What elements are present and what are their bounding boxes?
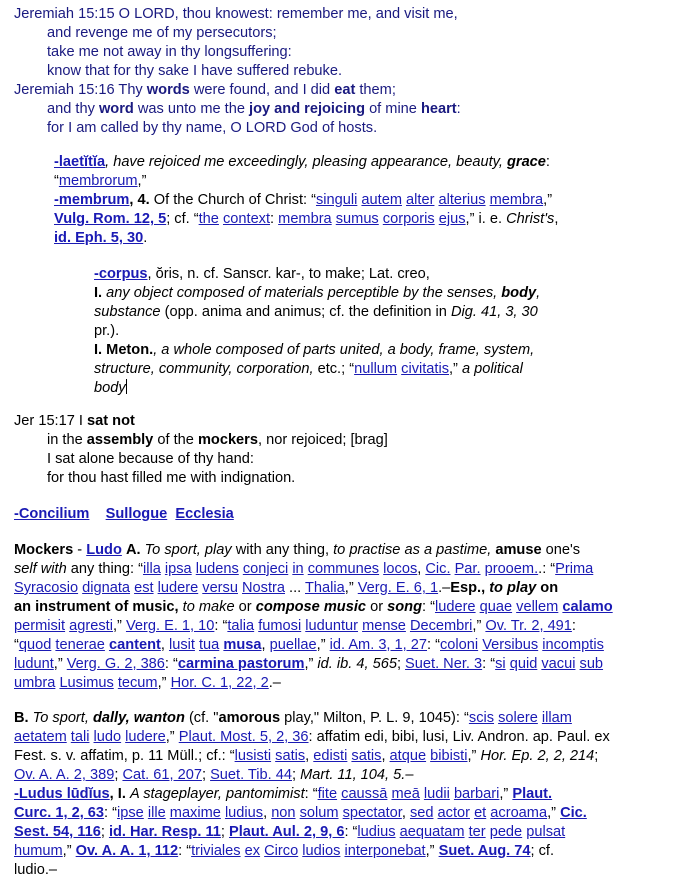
word-link[interactable]: si [495, 656, 506, 672]
word-link[interactable]: ludios [302, 843, 341, 859]
citation-link[interactable]: Verg. E. 6, 1 [357, 580, 439, 596]
word-link[interactable]: versu [202, 580, 238, 596]
word-link[interactable]: satis [351, 748, 382, 764]
verse-text: O LORD, thou knowest: remember me, and visit me, [118, 6, 458, 22]
punct: ,” [543, 192, 553, 208]
word-link[interactable]: dignata [82, 580, 131, 596]
definition: substance [94, 304, 161, 320]
word-link[interactable]: membra [489, 192, 544, 208]
verse-text: of mine [369, 101, 417, 117]
word-link[interactable]: barbari [453, 786, 500, 802]
entry-line: Curc. 1, 2, 63: “ipse ille maxime ludius, non solum spectator, sed actor et acroama,” Cic. [14, 805, 587, 821]
entry-line: ludio.– [14, 862, 58, 878]
definition: self with [14, 561, 67, 577]
word-link[interactable]: mense [362, 618, 406, 634]
sense-number: B. [14, 710, 29, 726]
entry-line: Vulg. Rom. 12, 5; cf. “the context: membra sumus corporis ejus,” i. e. Christ's, [54, 211, 559, 227]
entry-ludo [14, 541, 664, 693]
entry-line [14, 541, 664, 560]
citation: Hor. Ep. 2, 2, 214 [480, 748, 595, 764]
verse-line [14, 5, 461, 24]
text-cursor [126, 379, 127, 394]
word-link[interactable]: musa [223, 637, 262, 653]
word-link[interactable]: communes [307, 561, 380, 577]
definition: play," Milton, P. L. 9, 1045): “ [284, 710, 469, 726]
entry-title: Mockers [14, 542, 74, 558]
sense-number: I. [94, 285, 103, 301]
word-link[interactable]: ludii [423, 786, 450, 802]
word-link[interactable]: tali [70, 729, 90, 745]
word-link[interactable]: luduntur [305, 618, 359, 634]
citation-link[interactable]: Suet. Tib. 44 [210, 767, 293, 783]
word-link[interactable]: bibisti [430, 748, 468, 764]
sense-number: , I. [109, 786, 126, 802]
citation-link[interactable]: Cic. [425, 561, 451, 577]
sullogue-link[interactable]: Sullogue [105, 506, 168, 522]
entry-line: Ov. A. A. 2, 389; Cat. 61, 207; Suet. Tib. 44; Mart. 11, 104, 5.– [14, 767, 414, 783]
word-link[interactable]: non [271, 805, 296, 821]
related-links [14, 505, 234, 524]
verse-ref: Jeremiah 15:16 [14, 82, 115, 98]
entry-line: umbra Lusimus tecum,” Hor. C. 1, 22, 2.– [14, 675, 281, 691]
entry-line: aetatem tali ludo ludere,” Plaut. Most. 5, 2, 36: affatim edi, bibi, lusi, Liv. Andron. ap. Paul. ex [14, 729, 610, 745]
word-link[interactable]: Prima [555, 561, 594, 577]
definition: any thing: “ [70, 561, 143, 577]
citation-link[interactable]: Cat. 61, 207 [122, 767, 202, 783]
word-link[interactable]: satis [275, 748, 306, 764]
keyword: eat [334, 82, 356, 98]
entry-line [54, 172, 624, 191]
entry-line: Sest. 54, 116; id. Har. Resp. 11; Plaut. Aul. 2, 9, 6: “ludius aequatam ter pede pulsat [14, 824, 566, 840]
word-link[interactable]: alter [406, 192, 435, 208]
definition-bold: to play [489, 580, 537, 596]
word-link[interactable]: ejus [438, 211, 466, 227]
definition: with any thing, [235, 542, 330, 558]
citation-link[interactable]: id. Am. 3, 1, 27 [329, 637, 428, 653]
entry-line [94, 379, 604, 398]
definition: any object composed of materials perceptible by the senses, [106, 285, 498, 301]
word-link[interactable]: calamo [562, 599, 613, 615]
verse-ref: Jeremiah 15:15 [14, 6, 115, 22]
definition: To sport, [32, 710, 89, 726]
verse-line: take me not away in thy longsuffering: [47, 44, 292, 60]
citation-link[interactable]: Cic. [560, 805, 587, 821]
word-link[interactable]: quod [18, 637, 52, 653]
entry-membrum [54, 191, 624, 210]
word-link[interactable]: aequatam [399, 824, 465, 840]
verse-line [14, 81, 461, 100]
entry-line: Syracosio dignata est ludere versu Nostra ... Thalia,” Verg. E. 6, 1.–Esp., to play on [14, 580, 559, 596]
verse-text: and thy [47, 101, 95, 117]
word-link[interactable]: talia [227, 618, 255, 634]
word-link[interactable]: interponebat [344, 843, 426, 859]
definition: ; cf. [530, 843, 555, 859]
definition: etc.; “ [317, 361, 355, 377]
word-link[interactable]: ex [244, 843, 261, 859]
word-link[interactable]: illam [541, 710, 572, 726]
word-link[interactable]: ille [147, 805, 166, 821]
punct: ,” [137, 173, 147, 189]
verse-line [14, 412, 388, 431]
definition: Of the Church of Christ: “ [153, 192, 316, 208]
headword-link[interactable]: Ludo [86, 542, 122, 558]
punct: : [545, 154, 550, 170]
punct: . [143, 230, 148, 246]
word-link[interactable]: context [222, 211, 271, 227]
word-link[interactable]: acroama [490, 805, 548, 821]
word-link[interactable]: ludius [357, 824, 396, 840]
concilium-link[interactable]: -Concilium [14, 506, 90, 522]
definition: or [370, 599, 384, 615]
lexicon-entries [54, 153, 624, 248]
citation-link[interactable]: Sest. 54, 116 [14, 824, 101, 840]
word-link[interactable]: caussā [341, 786, 388, 802]
entry-line: Fest. s. v. affatim, p. 11 Müll.; cf.: “lusisti satis, edisti satis, atque bibisti,” Hor. Ep. 2, 2, 214; [14, 748, 599, 764]
definition: (cf. " [188, 710, 219, 726]
keyword: sat not [87, 413, 135, 429]
verse-text: Thy [118, 82, 143, 98]
definition-bold: amorous [218, 710, 281, 726]
definition: body [94, 380, 126, 396]
word-link[interactable]: conjeci [242, 561, 289, 577]
word-link[interactable]: lusisti [234, 748, 272, 764]
word-link[interactable]: alterius [438, 192, 486, 208]
keyword: heart [420, 101, 457, 117]
word-link[interactable]: pede [489, 824, 523, 840]
entry-line [94, 341, 604, 360]
word-link[interactable]: sed [409, 805, 434, 821]
definition-bold: grace [506, 154, 546, 170]
word-link[interactable]: umbra [14, 675, 56, 691]
verse-ref: Jer 15:17 I [14, 413, 83, 429]
word-link[interactable]: humum [14, 843, 63, 859]
definition-bold: an instrument of music, [14, 599, 179, 615]
punct: ,” i. e. [465, 211, 503, 227]
citation-link[interactable]: Suet. Aug. 74 [438, 843, 531, 859]
word-link[interactable]: tenerae [55, 637, 105, 653]
verse-line [14, 100, 461, 119]
citation-link[interactable]: id. Har. Resp. 11 [108, 824, 221, 840]
keyword: mockers [197, 432, 258, 448]
word-link[interactable]: permisit [14, 618, 66, 634]
word-link[interactable]: Circo [264, 843, 299, 859]
headword-link[interactable]: -laetĭtĭa [54, 154, 106, 170]
word-link[interactable]: the [198, 211, 219, 227]
definition: Fest. s. v. affatim, p. 11 Müll.; cf.: “ [14, 748, 235, 764]
verse-text: in the [47, 432, 83, 448]
citation-link[interactable]: Verg. E. 1, 10 [125, 618, 215, 634]
sense-number: , 4. [129, 192, 150, 208]
citation-link[interactable]: Verg. G. 2, 386 [66, 656, 165, 672]
verse-text: : [456, 101, 461, 117]
scripture-jer-15-17 [14, 412, 388, 488]
links-line [14, 505, 234, 524]
word-link[interactable]: solum [299, 805, 339, 821]
word-link[interactable]: corporis [382, 211, 435, 227]
word-link[interactable]: actor [437, 805, 470, 821]
entry-line [94, 360, 604, 379]
word-link[interactable]: Decembri [409, 618, 473, 634]
entry-line: self with any thing: “illa ipsa ludens conjeci in communes locos, Cic. Par. prooem..: “Prima [14, 561, 594, 577]
definition: To sport, play [144, 542, 232, 558]
entry-line [54, 229, 624, 248]
word-link[interactable]: aetatem [14, 729, 67, 745]
citation-link[interactable]: Vulg. Rom. 12, 5 [54, 211, 167, 227]
word-link[interactable]: ipse [117, 805, 144, 821]
word-link[interactable]: carmina pastorum [177, 656, 305, 672]
sense-number: A. [125, 542, 141, 558]
punct: ; cf. “ [166, 211, 199, 227]
word-link[interactable]: tecum [117, 675, 158, 691]
definition: , a whole composed of parts united, a body, frame, system, [153, 342, 535, 358]
italic-text: Christ's [506, 211, 555, 227]
word-link[interactable]: ipsa [164, 561, 192, 577]
word-link[interactable]: ludere [125, 729, 166, 745]
word-link[interactable]: membra [278, 211, 332, 227]
punct: “ [54, 173, 59, 189]
citation-link[interactable]: Plaut. Most. 5, 2, 36 [178, 729, 309, 745]
verse-line [14, 431, 388, 450]
verse-line: for thou hast filled me with indignation. [47, 470, 296, 486]
entry-line: humum,” Ov. A. A. 1, 112: “triviales ex Circo ludios interponebat,” Suet. Aug. 74; cf. [14, 843, 555, 859]
word-link[interactable]: fite [317, 786, 338, 802]
citation: id. ib. 4, 565 [317, 656, 397, 672]
definition: , have rejoiced me exceedingly, pleasing appearance, beauty, [105, 154, 503, 170]
citation-link[interactable]: id. Eph. 5, 30 [54, 230, 144, 246]
verse-line: know that for thy sake I have suffered rebuke. [47, 63, 343, 79]
definition: or [238, 599, 252, 615]
word-link[interactable]: agresti [69, 618, 113, 634]
scripture-block [14, 5, 461, 138]
word-link[interactable]: ludere [434, 599, 476, 615]
word-link[interactable]: autem [361, 192, 402, 208]
definition-bold: on [540, 580, 559, 596]
definition: one's [545, 542, 581, 558]
word-link[interactable]: illa [142, 561, 161, 577]
word-link[interactable]: Thalia [305, 580, 345, 596]
word-link[interactable]: cantent [108, 637, 161, 653]
word-link[interactable]: edisti [313, 748, 348, 764]
headword-link[interactable]: -corpus [94, 266, 148, 282]
entry-line [94, 303, 604, 322]
etymology: , ŏris, n. cf. Sanscr. kar-, to make; Lat. creo, [147, 266, 430, 282]
verse-text: were found, and I did [193, 82, 331, 98]
definition: to practise as a pastime, [333, 542, 492, 558]
word-link[interactable]: nullum [354, 361, 398, 377]
word-link[interactable]: singuli [315, 192, 358, 208]
word-link[interactable]: ludunt [14, 656, 54, 672]
entry-line: permisit agresti,” Verg. E. 1, 10: “talia fumosi luduntur mense Decembri,” Ov. Tr. 2, 491: [14, 618, 576, 634]
ecclesia-link[interactable]: Ecclesia [175, 506, 234, 522]
definition-bold: Esp., [450, 580, 486, 596]
word-link[interactable]: est [134, 580, 154, 596]
citation-link[interactable]: Par. [454, 561, 481, 577]
verse-line: and revenge me of my persecutors; [47, 25, 277, 41]
word-link[interactable]: triviales [191, 843, 241, 859]
headword-link[interactable]: -Ludus lūdĭus [14, 786, 110, 802]
entry-line: an instrument of music, to make or compose music or song: “ludere quae vellem calamo [14, 599, 613, 615]
word-link[interactable]: et [474, 805, 487, 821]
word-link[interactable]: spectator [342, 805, 402, 821]
citation-link[interactable]: Ov. Tr. 2, 491 [485, 618, 572, 634]
verse-text: them; [359, 82, 396, 98]
word-link[interactable]: in [292, 561, 304, 577]
entry-line: ludunt,” Verg. G. 2, 386: “carmina pastorum,” id. ib. 4, 565; Suet. Ner. 3: “si quid vacui sub [14, 656, 604, 672]
word-link[interactable]: vellem [516, 599, 559, 615]
definition-bold: amuse [495, 542, 542, 558]
entry-line: “quod tenerae cantent, lusit tua musa, puellae,” id. Am. 3, 1, 27: “coloni Versibus incomptis [14, 637, 604, 653]
word-link[interactable]: Nostra [242, 580, 285, 596]
verse-text: of the [157, 432, 194, 448]
word-link[interactable]: quae [479, 599, 513, 615]
keyword: assembly [86, 432, 154, 448]
punct: , [536, 285, 541, 301]
entry-line: -Ludus lūdĭus, I. A stageplayer, pantomimist: “fite caussā meā ludii barbari,” Plaut. [14, 786, 553, 802]
word-link[interactable]: pulsat [526, 824, 566, 840]
definition: (opp. anima and animus; cf. the definition in [164, 304, 447, 320]
verse-text: , nor rejoiced; [brag] [257, 432, 388, 448]
punct: , [554, 211, 559, 227]
definition-bold: body [501, 285, 537, 301]
word-link[interactable]: membrorum [58, 173, 138, 189]
word-link[interactable]: ludo [93, 729, 122, 745]
citation-link[interactable]: Plaut. Aul. 2, 9, 6 [229, 824, 345, 840]
definition-bold: song [387, 599, 422, 615]
word-link[interactable]: lusit [168, 637, 195, 653]
punct: - [73, 542, 87, 558]
word-link[interactable]: coloni [440, 637, 479, 653]
sense-number: I. Meton. [94, 342, 154, 358]
citation-link[interactable]: prooem. [484, 561, 539, 577]
word-link[interactable]: sumus [335, 211, 379, 227]
word-link[interactable]: vacui [541, 656, 576, 672]
entry-laetitia [54, 153, 624, 172]
verse-line: I sat alone because of thy hand: [47, 451, 254, 467]
citation: Mart. 11, 104, 5. [300, 767, 406, 783]
word-link[interactable]: tua [199, 637, 220, 653]
entry-ludus [14, 709, 664, 880]
citation-link[interactable]: Ov. A. A. 2, 389 [14, 767, 115, 783]
citation: Dig. 41, 3, 30 [450, 304, 538, 320]
word-link[interactable]: scis [468, 710, 495, 726]
word-link[interactable]: incomptis [542, 637, 604, 653]
word-link[interactable]: civitatis [401, 361, 449, 377]
definition: structure, community, corporation, [94, 361, 314, 377]
entry-line [14, 709, 664, 728]
word-link[interactable]: ludere [157, 580, 199, 596]
definition: to make [182, 599, 235, 615]
word-link[interactable]: locos [383, 561, 418, 577]
punct: ,” [449, 361, 458, 377]
verse-line: for I am called by thy name, O LORD God of hosts. [47, 120, 378, 136]
keyword: word [98, 101, 134, 117]
citation-link[interactable]: Ov. A. A. 1, 112 [75, 843, 179, 859]
word-link[interactable]: meā [391, 786, 420, 802]
definition: a political [461, 361, 523, 377]
entry-line [94, 265, 604, 284]
word-link[interactable]: maxime [169, 805, 221, 821]
word-link[interactable]: solere [498, 710, 538, 726]
definition: : affatim edi, bibi, lusi, Liv. Andron. ap. Paul. ex [308, 729, 610, 745]
headword-link[interactable]: -membrum [54, 192, 130, 208]
word-link[interactable]: ludens [195, 561, 239, 577]
verse-text: was unto me the [137, 101, 245, 117]
word-link[interactable]: quid [509, 656, 538, 672]
definition-bold: compose music [255, 599, 367, 615]
word-link[interactable]: ludius [224, 805, 264, 821]
citation-link[interactable]: Hor. C. 1, 22, 2 [170, 675, 269, 691]
word-link[interactable]: sub [579, 656, 604, 672]
word-link[interactable]: Syracosio [14, 580, 79, 596]
keyword: words [146, 82, 190, 98]
word-link[interactable]: Versibus [482, 637, 539, 653]
citation-link[interactable]: Plaut. [512, 786, 553, 802]
entry-line: pr.). [94, 323, 120, 339]
entry-corpus [94, 265, 604, 398]
word-link[interactable]: Lusimus [59, 675, 114, 691]
word-link[interactable]: ter [468, 824, 486, 840]
definition: A stageplayer, pantomimist [129, 786, 305, 802]
word-link[interactable]: fumosi [258, 618, 302, 634]
entry-line [94, 284, 604, 303]
keyword: joy and rejoicing [249, 101, 365, 117]
word-link[interactable]: atque [389, 748, 427, 764]
citation-link[interactable]: Suet. Ner. 3 [405, 656, 483, 672]
definition-bold: dally, wanton [92, 710, 185, 726]
word-link[interactable]: puellae [269, 637, 317, 653]
citation-link[interactable]: Curc. 1, 2, 63 [14, 805, 105, 821]
